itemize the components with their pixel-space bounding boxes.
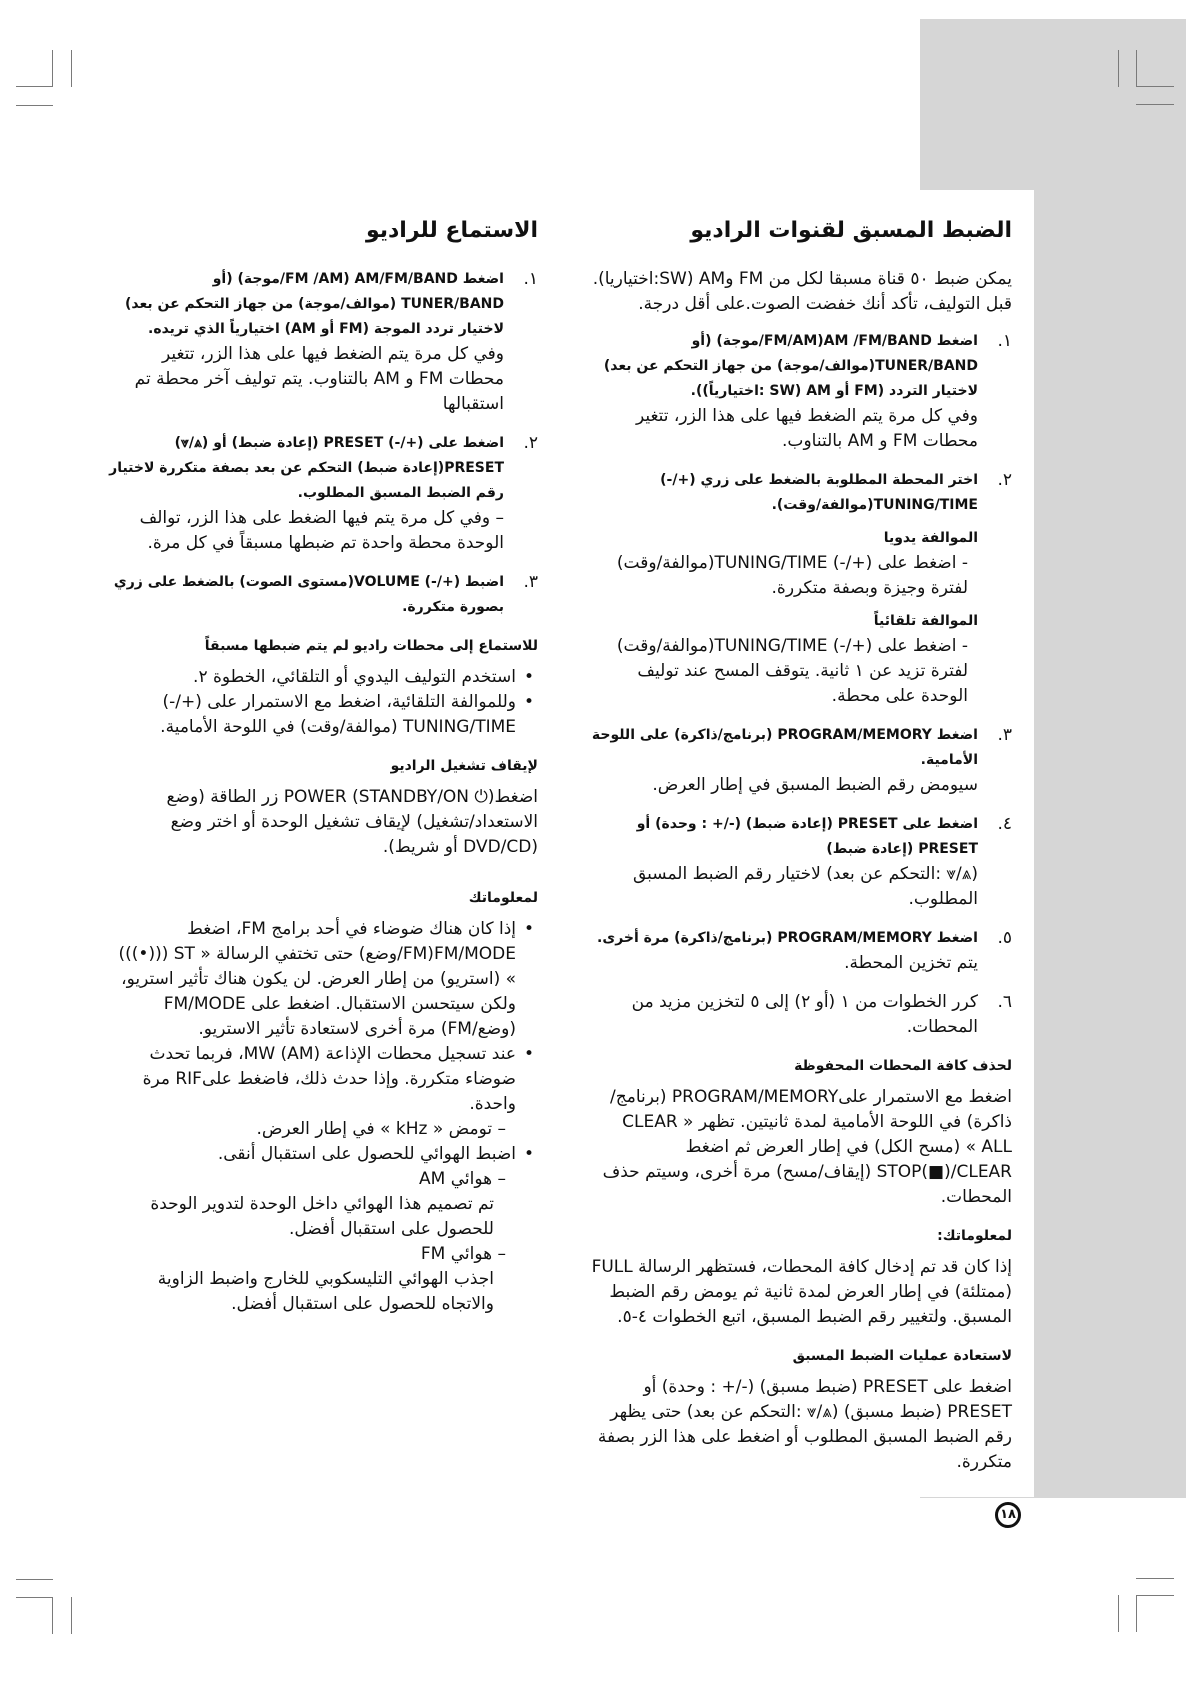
antenna-am-label: – هوائي AM (419, 1169, 506, 1189)
restore-text: اضغط على PRESET (ضبط مسبق) (-/+ : وحدة) أو PRESET (ضبط مسبق) (⩓/⩔ :التحكم عن بعد) حتى يظهر رقم الضبط المسبق المطلوب أو اضغط على هذا الزر بصفة متكررة. (597, 1377, 1012, 1472)
step-number: ٤. (997, 814, 1012, 834)
preset-stations-section (590, 215, 1012, 1475)
list-item (108, 1142, 538, 1317)
crop-mark (16, 1597, 53, 1598)
step-number: ٢. (523, 433, 538, 453)
list-item: • استخدم التوليف اليدوي أو التلقائي، الخطوة ٢. (108, 665, 538, 690)
listening-radio-section (108, 215, 538, 1317)
crop-mark (1136, 50, 1137, 87)
antenna-fm-text: اجذب الهوائي التليسكوبي للخارج واضبط الزاوية والاتجاه للحصول على استقبال أفضل. (157, 1269, 494, 1314)
step-note: يتم تخزين المحطة. (844, 953, 978, 973)
step-list (590, 329, 1012, 1040)
info-text: إذا كان قد تم إدخال كافة المحطات، فستظهر الرسالة FULL (ممتلئة) في إطار العرض لمدة ثانية ثم يومض رقم الضبط المسبق. ولتغيير رقم الضبط المسبق، اتبع الخطوات ٤-٥. (591, 1257, 1012, 1327)
non-preset-title: للاستماع إلى محطات راديو لم يتم ضبطها مسبقاً (204, 638, 538, 654)
info-text: اضبط الهوائي للحصول على استقبال أنقى. (217, 1144, 516, 1164)
info-title: لمعلوماتك: (937, 1228, 1012, 1244)
crop-mark (1118, 1595, 1119, 1632)
step-instruction: اضغط AM /FM/BAND(FM/AM/موجة) (أو TUNER/BAND(موالف/موجة) من جهاز التحكم عن بعد) لاختيار التردد (FM أو AM (SW :اختيارياً)). (603, 333, 978, 399)
delete-all-title: لحذف كافة المحطات المحفوظة (794, 1058, 1012, 1074)
step-item (590, 329, 1012, 454)
step-item (590, 723, 1012, 798)
step-item (108, 267, 538, 417)
crop-mark (71, 1597, 72, 1634)
antenna-am-text: تم تصميم هذا الهوائي داخل الوحدة لتدوير الوحدة للحصول على استقبال أفضل. (150, 1194, 494, 1239)
turn-off-title: لإيقاف تشغيل الراديو (390, 758, 538, 774)
info-text: إذا كان هناك ضوضاء في أحد برامج FM، اضغط FM/MODE(FM/وضع) حتى تختفي الرسالة « ST (((•))) » (استريو) من إطار العرض. لن يكون هناك تأثير استريو، ولكن سيتحسن الاستقبال. اضغط على FM/MODE (وضع/FM) مرة أخرى لاستعادة تأثير الاستريو. (118, 919, 516, 1039)
step-note: كرر الخطوات من ١ (أو ٢) إلى ٥ لتخزين مزيد من المحطات. (631, 992, 978, 1037)
step-number: ١. (997, 331, 1012, 351)
delete-all-text: اضغط مع الاستمرار علىPROGRAM/MEMORY (برنامج/ذاكرة) في اللوحة الأمامية لمدة ثانيتين. تظهر « CLEAR ALL » (مسح الكل) في إطار العرض ثم اضغط STOP(■)/CLEAR (إيقاف/مسح) مرة أخرى، وسيتم حذف المحطات. (602, 1087, 1012, 1207)
auto-tuning-text: - اضغط على (+/-) TUNING/TIME(موالفة/وقت) لفترة تزيد عن ١ ثانية. يتوقف المسح عند توليف الوحدة على محطة. (616, 636, 968, 706)
intro-text: يمكن ضبط ٥٠ قناة مسبقا لكل من FM وAM (SW:اختياريا). قبل التوليف، تأكد أنك خفضت الصوت.على أقل درجة. (592, 269, 1012, 314)
step-instruction: اضغط PROGRAM/MEMORY (برنامج/ذاكرة) مرة أخرى. (597, 930, 978, 946)
step-item (108, 570, 538, 620)
step-number: ٣. (523, 572, 538, 592)
step-note: – وفي كل مرة يتم فيها الضغط على هذا الزر، توالف الوحدة محطة واحدة تم ضبطها مسبقاً في كل مرة. (139, 508, 504, 553)
section-heading: الاستماع للراديو (365, 218, 538, 243)
step-instruction: اضغط AM/FM/BAND (FM /AM/موجة) (أو TUNER/BAND (موالف/موجة) من جهاز التحكم عن بعد) لاختيار تردد الموجة (FM أو AM) اختيارياً الذي تريده. (125, 271, 504, 337)
crop-mark (1136, 104, 1174, 105)
manual-tuning-text: - اضغط على (+/-) TUNING/TIME(موالفة/وقت) لفترة وجيزة وبصفة متكررة. (616, 553, 968, 598)
info-title: لمعلوماتك (468, 890, 538, 906)
crop-mark (52, 1597, 53, 1634)
crop-mark (1118, 50, 1119, 87)
step-number: ٦. (997, 992, 1012, 1012)
step-item (108, 431, 538, 556)
list-item (108, 917, 538, 1042)
step-number: ٢. (997, 470, 1012, 490)
restore-title: لاستعادة عمليات الضبط المسبق (792, 1348, 1012, 1364)
step-note: وفي كل مرة يتم الضغط فيها على هذا الزر، تتغير محطات FM و AM بالتناوب. يتم توليف آخر محطة تم استقبالها (134, 344, 504, 414)
crop-mark (16, 1579, 53, 1580)
crop-mark (16, 105, 53, 106)
crop-mark (1136, 86, 1174, 87)
step-item (590, 812, 1012, 912)
step-item (590, 926, 1012, 976)
step-instruction: اضبط (+/-) VOLUME(مستوى الصوت) بالضغط على زري بصورة متكررة. (113, 574, 504, 615)
crop-mark (71, 50, 72, 87)
info-text: عند تسجيل محطات الإذاعة MW (AM)، فربما تحدث ضوضاء متكررة. وإذا حدث ذلك، فاضغط علىRIF مرة واحدة. (142, 1044, 516, 1114)
crop-mark (1136, 1595, 1137, 1632)
step-item (590, 990, 1012, 1040)
page-number-badge: ١٨ (995, 1502, 1021, 1528)
step-instruction: اضغط على (+/-) PRESET (إعادة ضبط) أو (⩓/⩔) PRESET(إعادة ضبط) التحكم عن بعد بصفة متكررة لاختيار رقم الضبط المسبق المطلوب. (109, 435, 504, 501)
step-number: ٥. (997, 928, 1012, 948)
list-item: • وللموالفة التلقائية، اضغط مع الاستمرار على (+/-) TUNING/TIME (موالفة/وقت) في اللوحة الأمامية. (108, 690, 538, 740)
step-note: (⩓/⩔ :التحكم عن بعد) لاختيار رقم الضبط المسبق المطلوب. (633, 864, 978, 909)
step-instruction: اختر المحطة المطلوبة بالضغط على زري (+/-) TUNING/TIME(موالفة/وقت). (660, 472, 978, 513)
step-number: ٣. (997, 725, 1012, 745)
crop-mark (52, 50, 53, 87)
antenna-fm-label: – هوائي FM (420, 1244, 506, 1264)
turn-off-text: اضغط(⏻ STANDBY/ON) POWER زر الطاقة (وضع الاستعداد/تشغيل) لإيقاف تشغيل الوحدة أو اختر وضع (DVD/CD أو شريط). (166, 787, 538, 857)
auto-tuning-title: الموالفة تلقائياً (873, 613, 978, 629)
step-instruction: اضغط على PRESET (إعادة ضبط) (-/+ : وحدة) أو PRESET (إعادة ضبط) (636, 816, 978, 857)
step-instruction: اضغط PROGRAM/MEMORY (برنامج/ذاكرة) على اللوحة الأمامية. (591, 727, 978, 768)
crop-mark (1136, 1578, 1174, 1579)
crop-mark (1136, 1595, 1174, 1596)
step-item (590, 468, 1012, 709)
section-heading: الضبط المسبق لقنوات الراديو (690, 218, 1012, 243)
step-list (108, 267, 538, 620)
manual-tuning-title: الموالفة يدويا (883, 530, 978, 546)
step-note: سيومض رقم الضبط المسبق في إطار العرض. (652, 775, 978, 795)
step-note: وفي كل مرة يتم الضغط فيها على هذا الزر، تتغير محطات FM و AM بالتناوب. (635, 406, 978, 451)
info-subtext: – تومض « kHz » في إطار العرض. (256, 1119, 506, 1139)
step-number: ١. (523, 269, 538, 289)
crop-mark (16, 86, 53, 87)
non-preset-list (108, 665, 538, 740)
info-list (108, 917, 538, 1317)
list-item (108, 1042, 538, 1142)
